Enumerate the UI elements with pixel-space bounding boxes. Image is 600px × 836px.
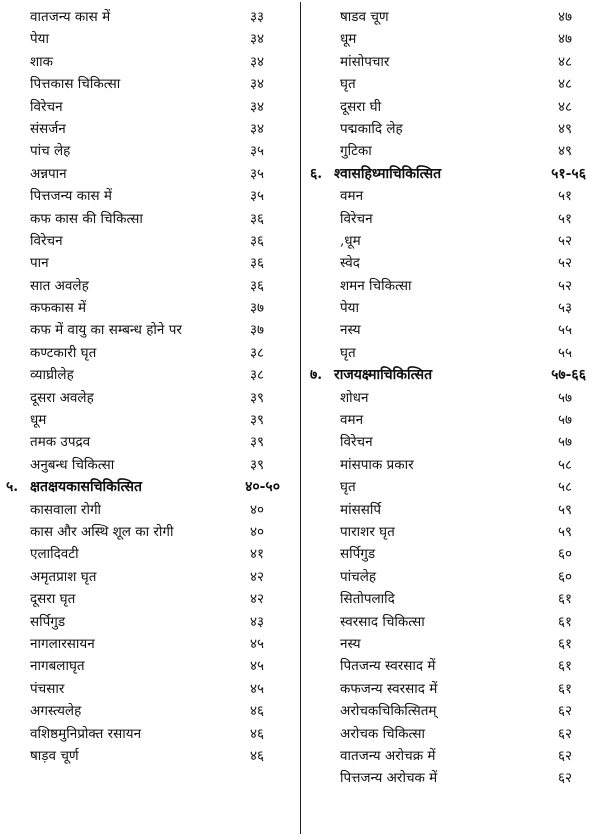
page-number: ३९: [249, 434, 264, 451]
entry-title: विरेचन: [30, 232, 63, 249]
toc-entry-row: [0, 521, 296, 543]
entry-title: पितजन्य स्वरसाद में: [340, 658, 436, 675]
toc-entry-row: [304, 678, 596, 700]
entry-title: कासवाला रोगी: [30, 501, 102, 518]
page-number: ३४: [249, 53, 264, 70]
page-number: ५७-६६: [551, 367, 586, 384]
entry-title: मांससर्पि: [340, 501, 381, 518]
entry-title: श्वासहिध्माचिकित्सित: [334, 165, 442, 182]
page-number: ५३: [557, 300, 572, 317]
page-number: ५५: [557, 344, 572, 361]
entry-title: सितोपलादि: [340, 591, 395, 608]
page-number: ५१: [557, 188, 572, 205]
toc-entry-row: [304, 700, 596, 722]
toc-entry-row: [0, 96, 296, 118]
entry-title: विरेचन: [340, 210, 373, 227]
toc-entry-row: [304, 566, 596, 588]
toc-entry-row: [304, 499, 596, 521]
toc-section-row: [304, 364, 596, 386]
toc-entry-row: [304, 275, 596, 297]
entry-title: कण्टकारी घृत: [30, 344, 97, 361]
page-number: ३७: [249, 322, 264, 339]
toc-entry-row: [0, 297, 296, 319]
entry-title: कफ में वायु का सम्बन्ध होने पर: [30, 322, 182, 339]
entry-title: दूसरा घी: [340, 98, 382, 115]
entry-title: वमन: [340, 188, 364, 205]
entry-title: मांसोपचार: [340, 53, 390, 70]
entry-title: वातजन्य अरोचक्र में: [340, 747, 436, 764]
page-number: ५७: [557, 434, 572, 451]
entry-title: कफकास में: [30, 300, 87, 317]
page-number: ६२: [557, 747, 572, 764]
page-number: ४९: [557, 120, 572, 137]
entry-title: अगस्त्यलेह: [30, 703, 82, 720]
entry-title: संसर्जन: [30, 120, 66, 137]
entry-title: पाराशर घृत: [340, 523, 395, 540]
page-number: ५५: [557, 322, 572, 339]
toc-entry-row: [0, 723, 296, 745]
entry-title: एलादिवटी: [30, 546, 79, 563]
toc-entry-row: [0, 543, 296, 565]
page-number: ३५: [249, 143, 264, 160]
toc-entry-row: [0, 655, 296, 677]
toc-entry-row: [304, 543, 596, 565]
page-number: ५९: [557, 523, 572, 540]
toc-entry-row: [0, 611, 296, 633]
toc-entry-row: [304, 454, 596, 476]
page-number: ४६: [249, 725, 264, 742]
entry-title: पित्तजन्य अरोचक में: [340, 770, 438, 787]
page-number: ६२: [557, 725, 572, 742]
entry-title: अमृतप्राश घृत: [30, 568, 97, 585]
toc-entry-row: [304, 6, 596, 28]
toc-entry-row: [304, 342, 596, 364]
entry-title: सात अवलेह: [30, 277, 89, 294]
entry-title: पद्मकादि लेह: [340, 120, 403, 137]
entry-title: नागलारसायन: [30, 635, 95, 652]
page-number: ६२: [557, 703, 572, 720]
page-number: ३५: [249, 165, 264, 182]
page-number: ५७: [557, 412, 572, 429]
page-number: ३९: [249, 456, 264, 473]
entry-title: मांसपाक प्रकार: [340, 456, 414, 473]
entry-title: वशिष्ठमुनिप्रोक्त रसायन: [30, 725, 142, 742]
entry-title: षाडव चूण: [340, 9, 389, 25]
page-number: ४८: [557, 76, 572, 93]
toc-entry-row: [0, 28, 296, 50]
page-number: ३९: [249, 412, 264, 429]
section-number: ७.: [310, 367, 323, 384]
toc-entry-row: [0, 252, 296, 274]
entry-title: पंचसार: [30, 680, 65, 697]
toc-entry-row: [0, 6, 296, 28]
toc-entry-row: [304, 611, 596, 633]
page-number: ४२: [249, 568, 264, 585]
page-number: ६२: [557, 770, 572, 787]
entry-title: धूम: [340, 31, 357, 48]
toc-entry-row: [0, 319, 296, 341]
toc-entry-row: [304, 431, 596, 453]
page-number: ५१: [557, 210, 572, 227]
page-number: ६१: [557, 591, 572, 608]
entry-title: नस्य: [340, 635, 361, 652]
toc-entry-row: [304, 140, 596, 162]
page-number: ३६: [249, 232, 264, 249]
entry-title: स्वेद: [340, 255, 360, 272]
page-number: ५८: [557, 479, 572, 496]
toc-entry-row: [0, 208, 296, 230]
toc-entry-row: [0, 140, 296, 162]
page-number: ४१: [249, 546, 264, 563]
entry-title: पांच लेह: [30, 143, 71, 160]
page-number: ४६: [249, 747, 264, 764]
toc-entry-row: [0, 185, 296, 207]
entry-title: घृत: [340, 76, 356, 93]
toc-right-column: [304, 6, 596, 790]
entry-title: ,धूम: [340, 232, 361, 249]
toc-entry-row: [304, 118, 596, 140]
toc-entry-row: [0, 431, 296, 453]
entry-title: नस्य: [340, 322, 361, 339]
toc-entry-row: [0, 163, 296, 185]
toc-entry-row: [0, 73, 296, 95]
page-number: ३७: [249, 300, 264, 317]
entry-title: धूम: [30, 412, 47, 429]
page-number: ३८: [249, 367, 264, 384]
entry-title: वातजन्य कास में: [30, 9, 111, 25]
entry-title: राजयक्ष्माचिकित्सित: [334, 367, 433, 384]
entry-title: शमन चिकित्सा: [340, 277, 412, 294]
page-number: ३५: [249, 188, 264, 205]
page-number: ६०: [557, 546, 572, 563]
page-number: ४९: [557, 143, 572, 160]
page-number: ४८: [557, 53, 572, 70]
page-number: ६१: [557, 658, 572, 675]
page-number: ४०: [249, 523, 264, 540]
page-number: ४३: [249, 613, 264, 630]
entry-title: अनुबन्ध चिकित्सा: [30, 456, 115, 473]
toc-entry-row: [0, 678, 296, 700]
page-number: ५२: [557, 277, 572, 294]
entry-title: अरोचक चिकित्सा: [340, 725, 425, 742]
page-number: ३४: [249, 31, 264, 48]
column-divider: [300, 2, 301, 834]
entry-title: कफ कास की चिकित्सा: [30, 210, 143, 227]
toc-entry-row: [304, 387, 596, 409]
toc-entry-row: [304, 655, 596, 677]
page-number: ४२: [249, 591, 264, 608]
toc-entry-row: [0, 745, 296, 767]
page-number: ५९: [557, 501, 572, 518]
toc-entry-row: [304, 633, 596, 655]
entry-title: विरेचन: [340, 434, 373, 451]
entry-title: शोधन: [340, 389, 369, 406]
toc-entry-row: [304, 230, 596, 252]
page-number: ३९: [249, 389, 264, 406]
entry-title: पेया: [340, 300, 359, 317]
toc-entry-row: [304, 96, 596, 118]
entry-title: शाक: [30, 53, 54, 70]
toc-entry-row: [0, 275, 296, 297]
toc-entry-row: [0, 588, 296, 610]
page-number: ५२: [557, 232, 572, 249]
entry-title: घृत: [340, 344, 356, 361]
toc-entry-row: [304, 28, 596, 50]
entry-title: षाड़व चूर्ण: [30, 747, 79, 764]
entry-title: वमन: [340, 412, 364, 429]
page-number: ३६: [249, 277, 264, 294]
page-number: ३४: [249, 76, 264, 93]
page-number: ५१-५६: [551, 165, 586, 182]
entry-title: व्याघ्रीलेह: [30, 367, 74, 384]
page-number: ३६: [249, 255, 264, 272]
entry-title: अन्नपान: [30, 165, 67, 182]
entry-title: पित्तजन्य कास में: [30, 188, 112, 205]
toc-entry-row: [304, 319, 596, 341]
entry-title: स्वरसाद चिकित्सा: [340, 613, 425, 630]
entry-title: दूसरा घृत: [30, 591, 76, 608]
toc-entry-row: [0, 364, 296, 386]
entry-title: पान: [30, 255, 49, 272]
page-number: ४७: [557, 9, 572, 25]
page-number: ४८: [557, 98, 572, 115]
page-number: ५८: [557, 456, 572, 473]
page-number: ६१: [557, 613, 572, 630]
page-number: ४०-५०: [245, 479, 280, 496]
toc-section-row: [304, 163, 596, 185]
entry-title: घृत: [340, 479, 356, 496]
toc-section-row: [0, 476, 296, 498]
toc-entry-row: [304, 208, 596, 230]
page-number: ५२: [557, 255, 572, 272]
section-number: ६.: [310, 165, 323, 182]
toc-entry-row: [0, 51, 296, 73]
toc-entry-row: [0, 454, 296, 476]
page-number: ३४: [249, 120, 264, 137]
toc-entry-row: [304, 767, 596, 789]
toc-entry-row: [304, 476, 596, 498]
entry-title: दूसरा अवलेह: [30, 389, 94, 406]
toc-entry-row: [304, 252, 596, 274]
toc-entry-row: [304, 409, 596, 431]
entry-title: नागबलाघृत: [30, 658, 85, 675]
toc-entry-row: [304, 723, 596, 745]
toc-entry-row: [0, 230, 296, 252]
entry-title: सर्पिगुड: [30, 613, 66, 630]
toc-entry-row: [304, 745, 596, 767]
page-number: ४६: [249, 703, 264, 720]
toc-entry-row: [0, 118, 296, 140]
toc-entry-row: [0, 700, 296, 722]
entry-title: कफजन्य स्वरसाद में: [340, 680, 438, 697]
page-number: ४५: [249, 658, 264, 675]
page-number: ५७: [557, 389, 572, 406]
page-number: ४५: [249, 635, 264, 652]
page-number: ४७: [557, 31, 572, 48]
toc-entry-row: [0, 409, 296, 431]
page-number: ४५: [249, 680, 264, 697]
page-number: ६१: [557, 635, 572, 652]
toc-entry-row: [0, 342, 296, 364]
toc-entry-row: [304, 588, 596, 610]
toc-entry-row: [304, 297, 596, 319]
toc-entry-row: [0, 566, 296, 588]
section-number: ५.: [6, 479, 19, 496]
entry-title: कास और अस्थि शूल का रोगी: [30, 523, 174, 540]
page-number: ३६: [249, 210, 264, 227]
entry-title: पित्तकास चिकित्सा: [30, 76, 121, 93]
entry-title: पेया: [30, 31, 49, 48]
entry-title: पांचलेह: [340, 568, 377, 585]
entry-title: विरेचन: [30, 98, 63, 115]
toc-left-column: [0, 6, 296, 767]
toc-entry-row: [304, 185, 596, 207]
page-number: ३४: [249, 98, 264, 115]
entry-title: सर्पिगुड: [340, 546, 376, 563]
page-number: ३८: [249, 344, 264, 361]
page-number: ३३: [249, 9, 264, 25]
entry-title: क्षतक्षयकासचिकित्सित: [30, 479, 142, 496]
toc-entry-row: [304, 521, 596, 543]
toc-entry-row: [0, 387, 296, 409]
page-number: ६०: [557, 568, 572, 585]
toc-entry-row: [0, 499, 296, 521]
page-number: ४०: [249, 501, 264, 518]
page-number: ६१: [557, 680, 572, 697]
entry-title: अरोचकचिकित्सितम्: [340, 703, 437, 720]
entry-title: तमक उपद्रव: [30, 434, 91, 451]
toc-entry-row: [304, 51, 596, 73]
toc-entry-row: [304, 73, 596, 95]
entry-title: गुटिका: [340, 143, 372, 160]
toc-entry-row: [0, 633, 296, 655]
